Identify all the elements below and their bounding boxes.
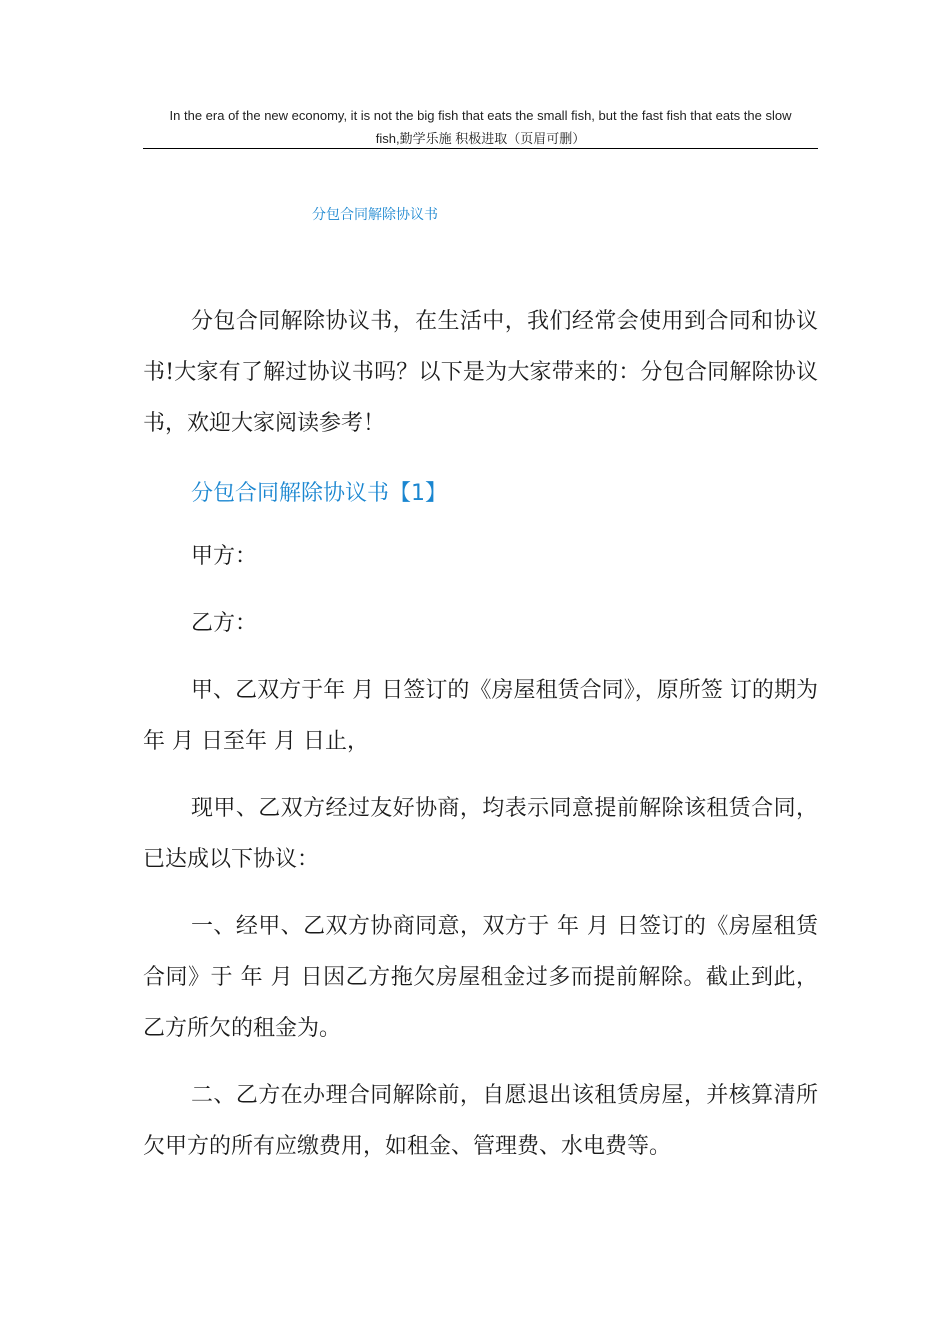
document-title: 分包合同解除协议书 <box>312 207 438 223</box>
paragraph-3: 一、经甲、乙双方协商同意，双方于 年 月 日签订的《房屋租赁合同》于 年 月 日因乙方拖欠房屋租金过多而提前解除。截止到此，乙方所欠的租金为。 <box>143 914 818 1041</box>
header-line-1: In the era of the new economy, it is not the big fish that eats the small fish, but the fast fish that eats the slow <box>169 108 792 123</box>
paragraph-2: 现甲、乙双方经过友好协商，均表示同意提前解除该租赁合同，已达成以下协议： <box>143 796 818 872</box>
paragraph-4: 二、乙方在办理合同解除前，自愿退出该租赁房屋，并核算清所欠甲方的所有应缴费用，如租金、管理费、水电费等。 <box>143 1083 818 1159</box>
paragraph-1: 甲、乙双方于年 月 日签订的《房屋租赁合同》，原所签 订的期为年 月 日至年 月 日止， <box>143 678 818 754</box>
section-heading: 分包合同解除协议书【1】 <box>191 481 447 506</box>
party-b-label: 乙方： <box>191 611 258 636</box>
header-line-2: fish,勤学乐施 积极进取（页眉可删） <box>375 131 586 146</box>
document-body <box>143 296 818 1172</box>
party-a-label: 甲方： <box>191 544 258 569</box>
intro-paragraph: 分包合同解除协议书，在生活中，我们经常会使用到合同和协议书!大家有了解过协议书吗？以下是为大家带来的：分包合同解除协议书，欢迎大家阅读参考！ <box>143 309 818 436</box>
page-header <box>143 104 818 150</box>
header-divider <box>143 148 818 149</box>
